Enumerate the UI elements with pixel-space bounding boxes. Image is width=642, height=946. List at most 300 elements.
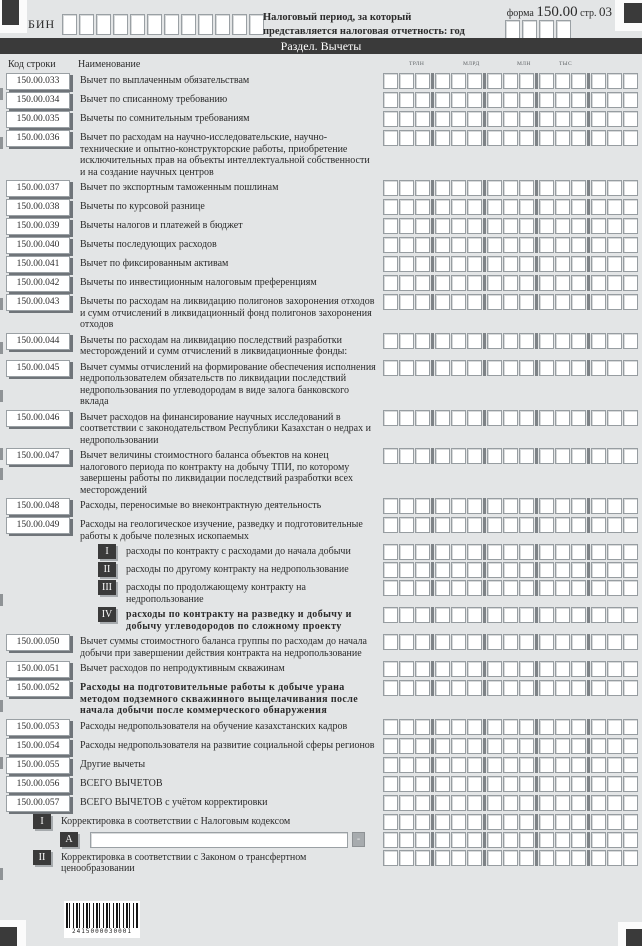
digit-cell[interactable]	[415, 661, 430, 677]
digit-cell[interactable]	[539, 544, 554, 560]
digit-cell[interactable]	[399, 814, 414, 830]
digit-cell[interactable]	[591, 275, 606, 291]
digit-cell[interactable]	[451, 544, 466, 560]
digit-cell[interactable]	[591, 410, 606, 426]
digit-cell[interactable]	[487, 814, 502, 830]
digit-cell[interactable]	[503, 218, 518, 234]
digit-cell[interactable]	[435, 517, 450, 533]
digit-cell[interactable]	[451, 680, 466, 696]
digit-cell[interactable]	[399, 580, 414, 596]
digit-cell[interactable]	[415, 850, 430, 866]
digit-cell[interactable]	[555, 580, 570, 596]
digit-cell[interactable]	[435, 294, 450, 310]
digit-cell[interactable]	[503, 757, 518, 773]
digit-cell[interactable]	[519, 634, 534, 650]
digit-cell[interactable]	[571, 757, 586, 773]
digit-cell[interactable]	[383, 275, 398, 291]
digit-cell[interactable]	[571, 294, 586, 310]
digit-cell[interactable]	[623, 832, 638, 848]
digit-cell[interactable]	[571, 275, 586, 291]
digit-cell[interactable]	[383, 180, 398, 196]
digit-cell[interactable]	[415, 562, 430, 578]
digit-cell[interactable]	[571, 448, 586, 464]
digit-cell[interactable]	[503, 498, 518, 514]
digit-cell[interactable]	[607, 795, 622, 811]
digit-cell[interactable]	[399, 73, 414, 89]
digit-cell[interactable]	[487, 111, 502, 127]
digit-cell[interactable]	[607, 517, 622, 533]
digit-cell[interactable]	[435, 795, 450, 811]
digit-cell[interactable]	[399, 92, 414, 108]
digit-cell[interactable]	[487, 719, 502, 735]
digit-cell[interactable]	[591, 360, 606, 376]
digit-cell[interactable]	[451, 333, 466, 349]
digit-cell[interactable]	[623, 795, 638, 811]
digit-cell[interactable]	[571, 680, 586, 696]
digit-cell[interactable]	[487, 562, 502, 578]
digit-cell[interactable]	[519, 92, 534, 108]
digit-cell[interactable]	[555, 218, 570, 234]
digit-cell[interactable]	[519, 607, 534, 623]
digit-cell[interactable]	[503, 333, 518, 349]
digit-cell[interactable]	[435, 256, 450, 272]
digit-cell[interactable]	[591, 256, 606, 272]
digit-cell[interactable]	[487, 410, 502, 426]
digit-cell[interactable]	[571, 410, 586, 426]
digit-cell[interactable]	[555, 275, 570, 291]
char-cell[interactable]	[164, 14, 179, 35]
digit-cell[interactable]	[399, 410, 414, 426]
digit-cell[interactable]	[415, 92, 430, 108]
digit-cell[interactable]	[399, 237, 414, 253]
digit-cell[interactable]	[415, 634, 430, 650]
digit-cell[interactable]	[623, 218, 638, 234]
digit-cell[interactable]	[571, 498, 586, 514]
digit-cell[interactable]	[571, 738, 586, 754]
digit-cell[interactable]	[607, 814, 622, 830]
digit-cell[interactable]	[623, 738, 638, 754]
digit-cell[interactable]	[451, 180, 466, 196]
digit-cell[interactable]	[383, 738, 398, 754]
digit-cell[interactable]	[503, 410, 518, 426]
digit-cell[interactable]	[435, 498, 450, 514]
digit-cell[interactable]	[415, 607, 430, 623]
digit-cell[interactable]	[435, 199, 450, 215]
digit-cell[interactable]	[555, 517, 570, 533]
digit-cell[interactable]	[571, 517, 586, 533]
digit-cell[interactable]	[503, 448, 518, 464]
digit-cell[interactable]	[623, 130, 638, 146]
digit-cell[interactable]	[519, 544, 534, 560]
digit-cell[interactable]	[539, 562, 554, 578]
digit-cell[interactable]	[539, 757, 554, 773]
digit-cell[interactable]	[383, 661, 398, 677]
digit-cell[interactable]	[539, 410, 554, 426]
digit-cell[interactable]	[415, 410, 430, 426]
digit-cell[interactable]	[467, 517, 482, 533]
digit-cell[interactable]	[399, 111, 414, 127]
digit-cell[interactable]	[591, 498, 606, 514]
digit-cell[interactable]	[607, 360, 622, 376]
digit-cell[interactable]	[607, 498, 622, 514]
digit-cell[interactable]	[571, 607, 586, 623]
digit-cell[interactable]	[383, 256, 398, 272]
digit-cell[interactable]	[435, 237, 450, 253]
digit-cell[interactable]	[503, 517, 518, 533]
digit-cell[interactable]	[399, 360, 414, 376]
digit-cell[interactable]	[591, 544, 606, 560]
digit-cell[interactable]	[451, 498, 466, 514]
digit-cell[interactable]	[467, 580, 482, 596]
digit-cell[interactable]	[435, 410, 450, 426]
digit-cell[interactable]	[415, 680, 430, 696]
digit-cell[interactable]	[591, 580, 606, 596]
digit-cell[interactable]	[591, 92, 606, 108]
digit-cell[interactable]	[399, 661, 414, 677]
digit-cell[interactable]	[451, 218, 466, 234]
digit-cell[interactable]	[383, 92, 398, 108]
digit-cell[interactable]	[519, 256, 534, 272]
correction-a-input[interactable]	[90, 832, 348, 848]
char-cell[interactable]	[96, 14, 111, 35]
digit-cell[interactable]	[607, 333, 622, 349]
digit-cell[interactable]	[435, 73, 450, 89]
digit-cell[interactable]	[555, 199, 570, 215]
digit-cell[interactable]	[555, 795, 570, 811]
digit-cell[interactable]	[451, 814, 466, 830]
digit-cell[interactable]	[555, 814, 570, 830]
digit-cell[interactable]	[435, 275, 450, 291]
digit-cell[interactable]	[383, 776, 398, 792]
digit-cell[interactable]	[623, 237, 638, 253]
digit-cell[interactable]	[571, 360, 586, 376]
digit-cell[interactable]	[467, 410, 482, 426]
digit-cell[interactable]	[555, 661, 570, 677]
digit-cell[interactable]	[383, 360, 398, 376]
digit-cell[interactable]	[555, 237, 570, 253]
digit-cell[interactable]	[555, 92, 570, 108]
digit-cell[interactable]	[591, 218, 606, 234]
digit-cell[interactable]	[607, 580, 622, 596]
digit-cell[interactable]	[571, 180, 586, 196]
digit-cell[interactable]	[435, 738, 450, 754]
digit-cell[interactable]	[519, 448, 534, 464]
digit-cell[interactable]	[503, 130, 518, 146]
digit-cell[interactable]	[399, 544, 414, 560]
digit-cell[interactable]	[591, 180, 606, 196]
digit-cell[interactable]	[399, 130, 414, 146]
digit-cell[interactable]	[519, 130, 534, 146]
digit-cell[interactable]	[555, 498, 570, 514]
digit-cell[interactable]	[571, 661, 586, 677]
digit-cell[interactable]	[383, 795, 398, 811]
digit-cell[interactable]	[435, 814, 450, 830]
digit-cell[interactable]	[383, 850, 398, 866]
digit-cell[interactable]	[607, 256, 622, 272]
digit-cell[interactable]	[435, 607, 450, 623]
digit-cell[interactable]	[519, 580, 534, 596]
digit-cell[interactable]	[519, 562, 534, 578]
digit-cell[interactable]	[487, 73, 502, 89]
digit-cell[interactable]	[451, 850, 466, 866]
digit-cell[interactable]	[623, 256, 638, 272]
digit-cell[interactable]	[435, 719, 450, 735]
digit-cell[interactable]	[623, 448, 638, 464]
digit-cell[interactable]	[591, 776, 606, 792]
digit-cell[interactable]	[607, 130, 622, 146]
digit-cell[interactable]	[503, 634, 518, 650]
digit-cell[interactable]	[607, 180, 622, 196]
digit-cell[interactable]	[503, 738, 518, 754]
digit-cell[interactable]	[415, 498, 430, 514]
digit-cell[interactable]	[591, 73, 606, 89]
digit-cell[interactable]	[539, 199, 554, 215]
digit-cell[interactable]	[399, 218, 414, 234]
digit-cell[interactable]	[607, 832, 622, 848]
digit-cell[interactable]	[519, 360, 534, 376]
digit-cell[interactable]	[503, 199, 518, 215]
digit-cell[interactable]	[503, 580, 518, 596]
digit-cell[interactable]	[451, 199, 466, 215]
digit-cell[interactable]	[503, 237, 518, 253]
digit-cell[interactable]	[519, 275, 534, 291]
digit-cell[interactable]	[519, 776, 534, 792]
digit-cell[interactable]	[539, 680, 554, 696]
digit-cell[interactable]	[503, 607, 518, 623]
digit-cell[interactable]	[467, 130, 482, 146]
digit-cell[interactable]	[487, 580, 502, 596]
digit-cell[interactable]	[487, 607, 502, 623]
digit-cell[interactable]	[623, 111, 638, 127]
digit-cell[interactable]	[503, 294, 518, 310]
digit-cell[interactable]	[571, 256, 586, 272]
digit-cell[interactable]	[539, 360, 554, 376]
digit-cell[interactable]	[467, 294, 482, 310]
digit-cell[interactable]	[623, 498, 638, 514]
digit-cell[interactable]	[607, 544, 622, 560]
digit-cell[interactable]	[503, 719, 518, 735]
digit-cell[interactable]	[435, 580, 450, 596]
digit-cell[interactable]	[591, 738, 606, 754]
digit-cell[interactable]	[415, 130, 430, 146]
digit-cell[interactable]	[591, 607, 606, 623]
digit-cell[interactable]	[487, 517, 502, 533]
digit-cell[interactable]	[571, 111, 586, 127]
char-cell[interactable]	[232, 14, 247, 35]
digit-cell[interactable]	[591, 562, 606, 578]
digit-cell[interactable]	[555, 680, 570, 696]
digit-cell[interactable]	[503, 275, 518, 291]
digit-cell[interactable]	[383, 562, 398, 578]
digit-cell[interactable]	[623, 180, 638, 196]
digit-cell[interactable]	[487, 776, 502, 792]
digit-cell[interactable]	[487, 333, 502, 349]
digit-cell[interactable]	[383, 448, 398, 464]
digit-cell[interactable]	[399, 850, 414, 866]
digit-cell[interactable]	[451, 562, 466, 578]
digit-cell[interactable]	[539, 237, 554, 253]
digit-cell[interactable]	[623, 757, 638, 773]
digit-cell[interactable]	[555, 719, 570, 735]
digit-cell[interactable]	[467, 776, 482, 792]
digit-cell[interactable]	[571, 832, 586, 848]
digit-cell[interactable]	[571, 562, 586, 578]
digit-cell[interactable]	[571, 130, 586, 146]
digit-cell[interactable]	[539, 832, 554, 848]
digit-cell[interactable]	[503, 562, 518, 578]
digit-cell[interactable]	[539, 218, 554, 234]
digit-cell[interactable]	[467, 237, 482, 253]
digit-cell[interactable]	[383, 814, 398, 830]
digit-cell[interactable]	[415, 333, 430, 349]
digit-cell[interactable]	[451, 607, 466, 623]
digit-cell[interactable]	[383, 294, 398, 310]
digit-cell[interactable]	[555, 776, 570, 792]
digit-cell[interactable]	[591, 294, 606, 310]
digit-cell[interactable]	[399, 256, 414, 272]
digit-cell[interactable]	[539, 634, 554, 650]
digit-cell[interactable]	[435, 661, 450, 677]
digit-cell[interactable]	[467, 850, 482, 866]
digit-cell[interactable]	[451, 275, 466, 291]
digit-cell[interactable]	[487, 634, 502, 650]
digit-cell[interactable]	[487, 795, 502, 811]
digit-cell[interactable]	[539, 850, 554, 866]
digit-cell[interactable]	[591, 661, 606, 677]
digit-cell[interactable]	[555, 180, 570, 196]
digit-cell[interactable]	[467, 360, 482, 376]
digit-cell[interactable]	[467, 73, 482, 89]
char-cell[interactable]	[215, 14, 230, 35]
digit-cell[interactable]	[467, 562, 482, 578]
digit-cell[interactable]	[503, 850, 518, 866]
digit-cell[interactable]	[591, 199, 606, 215]
digit-cell[interactable]	[519, 832, 534, 848]
digit-cell[interactable]	[539, 333, 554, 349]
digit-cell[interactable]	[623, 199, 638, 215]
digit-cell[interactable]	[467, 544, 482, 560]
digit-cell[interactable]	[555, 738, 570, 754]
digit-cell[interactable]	[591, 634, 606, 650]
digit-cell[interactable]	[415, 180, 430, 196]
digit-cell[interactable]	[435, 92, 450, 108]
digit-cell[interactable]	[503, 180, 518, 196]
minus-button[interactable]: -	[352, 832, 365, 847]
digit-cell[interactable]	[555, 294, 570, 310]
digit-cell[interactable]	[591, 680, 606, 696]
digit-cell[interactable]	[487, 738, 502, 754]
digit-cell[interactable]	[519, 757, 534, 773]
digit-cell[interactable]	[487, 850, 502, 866]
digit-cell[interactable]	[503, 795, 518, 811]
digit-cell[interactable]	[399, 517, 414, 533]
digit-cell[interactable]	[383, 634, 398, 650]
digit-cell[interactable]	[435, 850, 450, 866]
digit-cell[interactable]	[539, 517, 554, 533]
digit-cell[interactable]	[399, 448, 414, 464]
digit-cell[interactable]	[591, 850, 606, 866]
digit-cell[interactable]	[539, 448, 554, 464]
digit-cell[interactable]	[451, 738, 466, 754]
digit-cell[interactable]	[383, 680, 398, 696]
digit-cell[interactable]	[415, 275, 430, 291]
digit-cell[interactable]	[539, 607, 554, 623]
digit-cell[interactable]	[539, 275, 554, 291]
digit-cell[interactable]	[571, 850, 586, 866]
digit-cell[interactable]	[539, 180, 554, 196]
digit-cell[interactable]	[487, 237, 502, 253]
digit-cell[interactable]	[451, 111, 466, 127]
digit-cell[interactable]	[519, 111, 534, 127]
digit-cell[interactable]	[399, 680, 414, 696]
digit-cell[interactable]	[519, 73, 534, 89]
digit-cell[interactable]	[487, 832, 502, 848]
digit-cell[interactable]	[623, 776, 638, 792]
digit-cell[interactable]	[503, 544, 518, 560]
digit-cell[interactable]	[607, 719, 622, 735]
digit-cell[interactable]	[555, 448, 570, 464]
digit-cell[interactable]	[607, 776, 622, 792]
digit-cell[interactable]	[555, 73, 570, 89]
digit-cell[interactable]	[451, 580, 466, 596]
digit-cell[interactable]	[383, 607, 398, 623]
digit-cell[interactable]	[435, 544, 450, 560]
digit-cell[interactable]	[415, 111, 430, 127]
digit-cell[interactable]	[555, 410, 570, 426]
digit-cell[interactable]	[487, 680, 502, 696]
digit-cell[interactable]	[519, 199, 534, 215]
digit-cell[interactable]	[383, 498, 398, 514]
digit-cell[interactable]	[503, 111, 518, 127]
digit-cell[interactable]	[503, 92, 518, 108]
digit-cell[interactable]	[383, 237, 398, 253]
digit-cell[interactable]	[399, 180, 414, 196]
digit-cell[interactable]	[519, 218, 534, 234]
digit-cell[interactable]	[467, 832, 482, 848]
digit-cell[interactable]	[435, 832, 450, 848]
digit-cell[interactable]	[467, 757, 482, 773]
digit-cell[interactable]	[571, 776, 586, 792]
digit-cell[interactable]	[555, 562, 570, 578]
digit-cell[interactable]	[555, 360, 570, 376]
digit-cell[interactable]	[383, 544, 398, 560]
digit-cell[interactable]	[623, 410, 638, 426]
digit-cell[interactable]	[487, 256, 502, 272]
digit-cell[interactable]	[519, 738, 534, 754]
digit-cell[interactable]	[399, 719, 414, 735]
digit-cell[interactable]	[539, 738, 554, 754]
digit-cell[interactable]	[451, 294, 466, 310]
digit-cell[interactable]	[451, 661, 466, 677]
digit-cell[interactable]	[399, 498, 414, 514]
digit-cell[interactable]	[467, 814, 482, 830]
digit-cell[interactable]	[487, 199, 502, 215]
digit-cell[interactable]	[623, 661, 638, 677]
digit-cell[interactable]	[503, 73, 518, 89]
digit-cell[interactable]	[623, 814, 638, 830]
digit-cell[interactable]	[503, 776, 518, 792]
digit-cell[interactable]	[591, 111, 606, 127]
digit-cell[interactable]	[519, 795, 534, 811]
digit-cell[interactable]	[487, 218, 502, 234]
digit-cell[interactable]	[451, 410, 466, 426]
digit-cell[interactable]	[467, 795, 482, 811]
digit-cell[interactable]	[607, 738, 622, 754]
digit-cell[interactable]	[607, 757, 622, 773]
digit-cell[interactable]	[415, 73, 430, 89]
digit-cell[interactable]	[435, 634, 450, 650]
digit-cell[interactable]	[383, 410, 398, 426]
